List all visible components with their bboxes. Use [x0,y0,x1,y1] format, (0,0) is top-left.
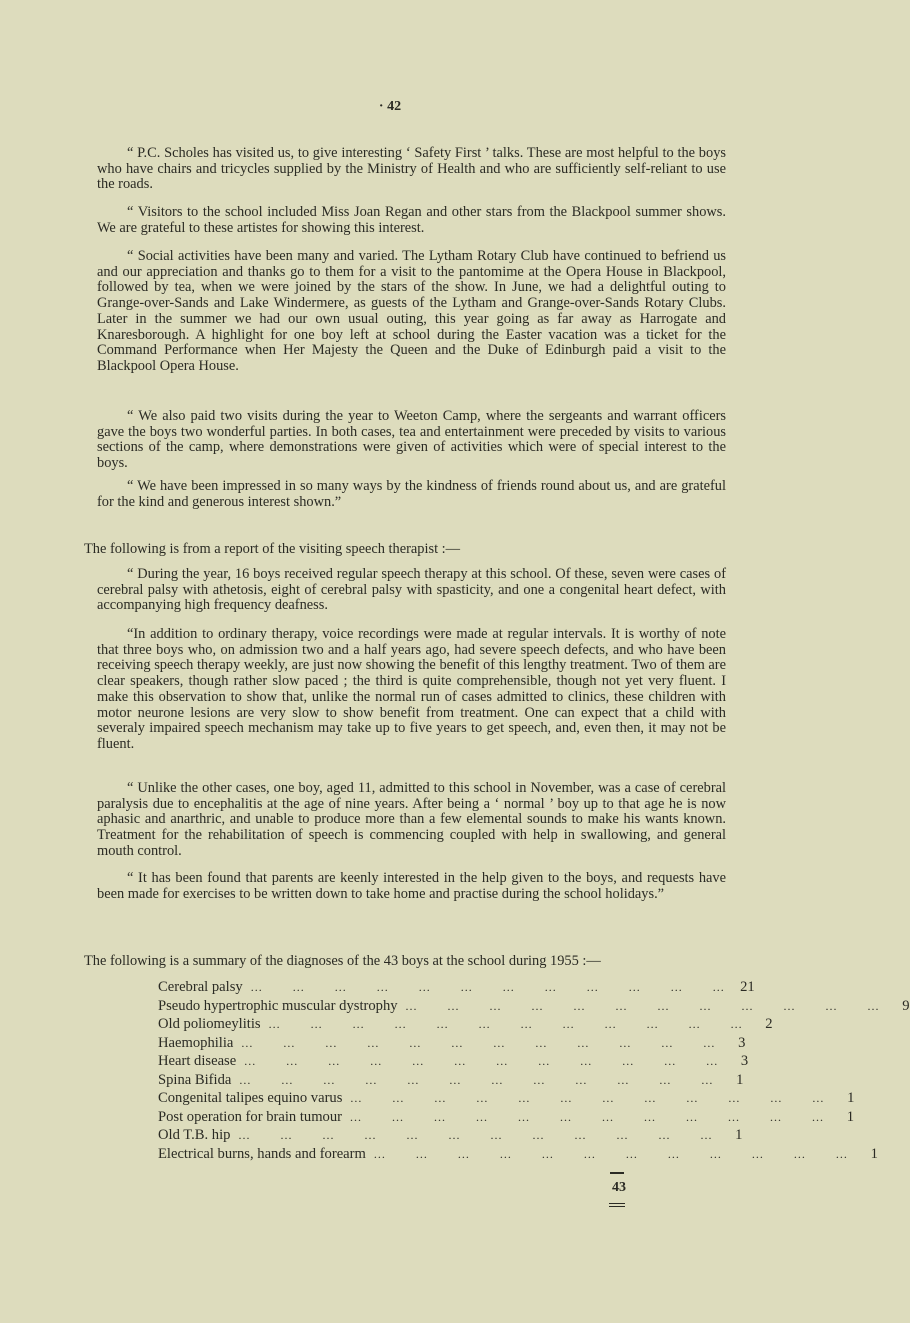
dot-leader: ... ... ... ... ... ... ... ... ... ... ... ... [250,980,725,994]
therapist-report-intro: The following is from a report of the visiting speech therapist :— [84,541,461,557]
diagnosis-count: 3 [738,1034,746,1051]
diagnosis-row [158,1145,878,1164]
dot-leader: ... ... ... ... ... ... ... ... ... ... ... ... [350,1109,825,1124]
dot-leader: ... ... ... ... ... ... ... ... ... ... ... ... [238,1128,713,1142]
diagnosis-row [158,1052,749,1071]
diagnosis-label: Heart disease [158,1053,237,1069]
diagnosis-label: Spina Bifida [158,1071,232,1088]
paragraph-speech-therapy: “ During the year, 16 boys received regular speech therapy at this school. Of these, seven were cases of cerebral palsy with athetosis, eight of cerebral palsy with spasticity, and one a congenital heart defect, with accompanying high frequency deafness. [97,566,726,614]
paragraph-parents: “ It has been found that parents are keenly interested in the help given to the boys, and requests have been made for exercises to be written down to take home and practise during the school holidays.” [97,870,726,902]
dot-leader: ... ... ... ... ... ... ... ... ... ... ... ... [350,1091,825,1105]
diagnosis-row [158,1126,743,1145]
diagnosis-count: 2 [765,1016,773,1032]
diagnoses-list [158,978,910,1163]
diagnosis-label: Electrical burns, hands and forearm [158,1145,366,1162]
diagnosis-row [158,1015,773,1034]
diagnosis-count: 3 [740,1053,749,1069]
diagnosis-label: Congenital talipes equino varus [158,1090,343,1106]
diagnosis-label: Cerebral palsy [158,979,243,995]
diagnosis-label: Pseudo hypertrophic muscular dystrophy [158,997,398,1014]
page-number: · 42 [378,99,402,114]
paragraph-safety-talks: “ P.C. Scholes has visited us, to give interesting ‘ Safety First ’ talks. These are most helpful to the boys who have chairs and tricycles supplied by the Ministry of Health and who are sufficiently self-reliant to use the roads. [97,145,726,193]
diagnosis-count: 1 [846,1108,855,1125]
diagnoses-summary-intro: The following is a summary of the diagnoses of the 43 boys at the school during 1955 :— [84,953,601,969]
diagnosis-row [158,1089,855,1108]
diagnosis-row [158,1034,746,1053]
diagnosis-count: 1 [736,1071,744,1088]
dot-leader: ... ... ... ... ... ... ... ... ... ... ... ... [373,1146,848,1161]
diagnosis-label: Old T.B. hip [158,1127,231,1143]
diagnosis-row [158,1071,744,1090]
paragraph-voice-recordings: “In addition to ordinary therapy, voice recordings were made at regular intervals. It is worthy of note that three boys who, on admission two and a half years ago, had severe speech defects, and who have been receiving speech therapy weekly, are just now showing the benefit of this lengthy treatment. Two of them are clear speakers, though rather slow paced ; the third is quite comprehensible, though not yet very fluent. I make this observation to show that, unlike the normal run of cases admitted to clinics, these children with motor neurone lesions are very slow to show benefit from treatment. One can expect that a child with severaly impaired speech mechanism may take up to five years to get speech, and, even then, it may not be fluent. [97,626,726,752]
total-double-underline [609,1203,625,1207]
diagnosis-label: Post operation for brain tumour [158,1108,343,1125]
diagnosis-count: 1 [870,1145,878,1162]
paragraph-visitors: “ Visitors to the school included Miss Joan Regan and other stars from the Blackpool summer shows. We are grateful to these artistes for showing this interest. [97,204,726,236]
paragraph-kindness: “ We have been impressed in so many ways by the kindness of friends round about us, and are grateful for the kind and generous interest shown.” [97,478,726,510]
diagnoses-total: 43 [612,1180,626,1195]
total-rule [610,1172,624,1174]
diagnosis-count: 9 [902,997,910,1014]
dot-leader: ... ... ... ... ... ... ... ... ... ... ... ... [268,1017,743,1031]
diagnosis-label: Haemophilia [158,1034,234,1051]
diagnosis-row [158,997,910,1016]
diagnosis-count: 21 [740,979,755,995]
diagnosis-row [158,1108,855,1127]
dot-leader: ... ... ... ... ... ... ... ... ... ... ... ... [239,1072,714,1087]
diagnosis-row [158,978,755,997]
dot-leader: ... ... ... ... ... ... ... ... ... ... ... ... [241,1035,716,1050]
paragraph-social-activities: “ Social activities have been many and varied. The Lytham Rotary Club have continued to befriend us and our appreciation and thanks go to them for a visit to the pantomime at the Opera House in Blackpool, followed by tea, when we were joined by the stars of the show. In June, we had a delightful outing to Grange-over-Sands and Lake Windermere, as guests of the Lytham and Grange-over-Sands Rotary Clubs. Later in the summer we had our own usual outing, this year going as far away as Harrogate and Knaresborough. A highlight for one boy left at school during the Easter vacation was a ticket for the Command Performance when Her Majesty the Queen and the Duke of Edinburgh paid a visit to the Blackpool Opera House. [97,248,726,374]
diagnosis-count: 1 [735,1127,743,1143]
dot-leader: ... ... ... ... ... ... ... ... ... ... ... ... [244,1054,719,1068]
diagnosis-count: 1 [847,1090,855,1106]
diagnosis-label: Old poliomeylitis [158,1016,261,1032]
paragraph-weeton-camp: “ We also paid two visits during the year to Weeton Camp, where the sergeants and warrant officers gave the boys two wonderful parties. In both cases, tea and entertainment were preceded by visits to various sections of the camp, where demonstrations were given of activities which were of special interest to the boys. [97,408,726,472]
paragraph-encephalitis-case: “ Unlike the other cases, one boy, aged 11, admitted to this school in November, was a case of cerebral paralysis due to encephalitis at the age of nine years. After being a ‘ normal ’ boy up to that age he is now aphasic and anarthric, and unable to produce more than a few elemental sounds to make his wants known. Treatment for the rehabilitation of speech is commencing coupled with help in swallowing, and general mouth control. [97,780,726,859]
dot-leader: ... ... ... ... ... ... ... ... ... ... ... ... [405,998,880,1013]
